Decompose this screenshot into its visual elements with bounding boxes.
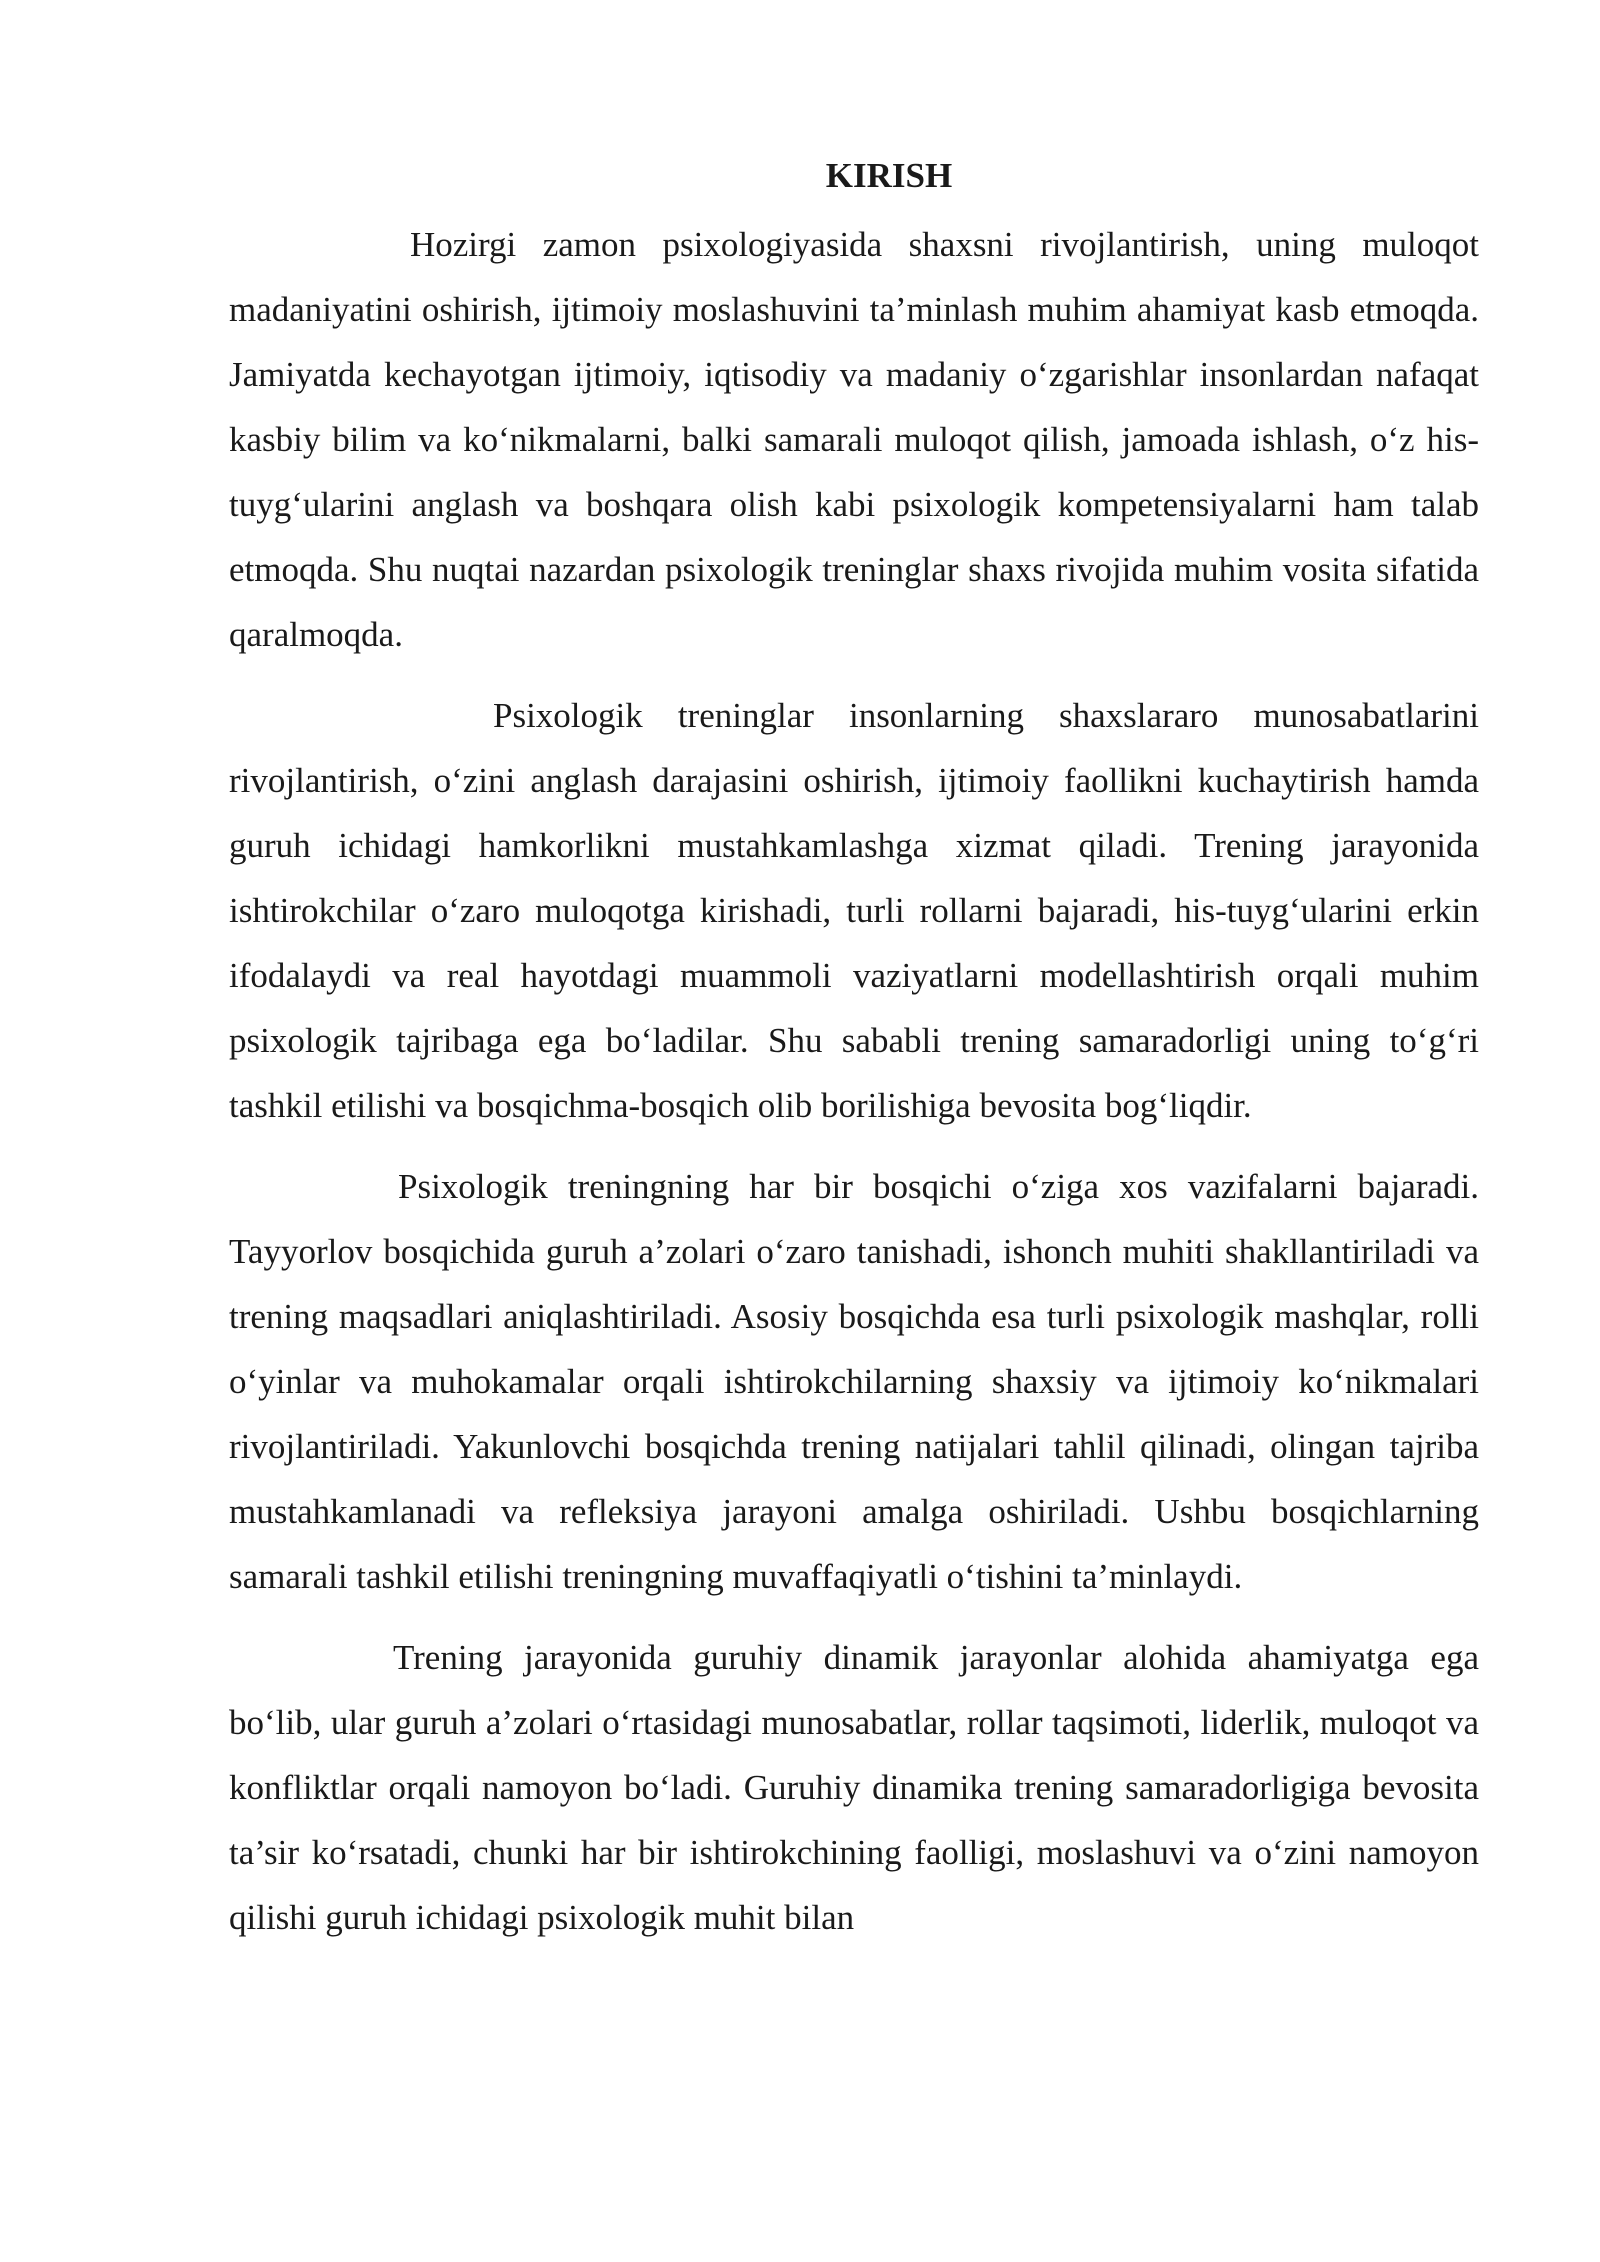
paragraph-3: Psixologik treningning har bir bosqichi o‘ziga xos vazifalarni bajaradi. Tayyorlov bosqichida guruh a’zolari o‘zaro tanishadi, ishonch muhiti shakllantiriladi va trening maqsadlari aniqlashtiriladi. Asosiy bosqichda esa turli psixologik mashqlar, rolli o‘yinlar va muhokamalar orqali ishtirokchilarning shaxsiy va ijtimoiy ko‘nikmalari rivojlantiriladi. Yakunlovchi bosqichda trening natijalari tahlil qilinadi, olingan tajriba mustahkamlanadi va refleksiya jarayoni amalga oshiriladi. Ushbu bosqichlarning samarali tashkil etilishi treningning muvaffaqiyatli o‘tishini ta’minlaydi.	[229, 1167, 1479, 1596]
document-page	[229, 148, 1479, 1966]
paragraph-1: Hozirgi zamon psixologiyasida shaxsni rivojlantirish, uning muloqot madaniyatini oshirish, ijtimoiy moslashuvini ta’minlash muhim ahamiyat kasb etmoqda. Jamiyatda kechayotgan ijtimoiy, iqtisodiy va madaniy o‘zgarishlar insonlardan nafaqat kasbiy bilim va ko‘nikmalarni, balki samarali muloqot qilish, jamoada ishlash, o‘z his-tuyg‘ularini anglash va boshqara olish kabi psixologik kompetensiyalarni ham talab etmoqda. Shu nuqtai nazardan psixologik treninglar shaxs rivojida muhim vosita sifatida qaralmoqda.	[229, 225, 1479, 654]
page-title: KIRISH	[825, 156, 953, 195]
paragraph-2: Psixologik treninglar insonlarning shaxslararo munosabatlarini rivojlantirish, o‘zini anglash darajasini oshirish, ijtimoiy faollikni kuchaytirish hamda guruh ichidagi hamkorlikni mustahkamlashga xizmat qiladi. Trening jarayonida ishtirokchilar o‘zaro muloqotga kirishadi, turli rollarni bajaradi, his-tuyg‘ularini erkin ifodalaydi va real hayotdagi muammoli vaziyatlarni modellashtirish orqali muhim psixologik tajribaga ega bo‘ladilar. Shu sababli trening samaradorligi uning to‘g‘ri tashkil etilishi va bosqichma-bosqich olib borilishiga bevosita bog‘liqdir.	[229, 696, 1479, 1125]
paragraph-4: Trening jarayonida guruhiy dinamik jarayonlar alohida ahamiyatga ega bo‘lib, ular guruh a’zolari o‘rtasidagi munosabatlar, rollar taqsimoti, liderlik, muloqot va konfliktlar orqali namoyon bo‘ladi. Guruhiy dinamika trening samaradorligiga bevosita ta’sir ko‘rsatadi, chunki har bir ishtirokchining faolligi, moslashuvi va o‘zini namoyon qilishi guruh ichidagi psixologik muhit bilan	[229, 1638, 1479, 1937]
